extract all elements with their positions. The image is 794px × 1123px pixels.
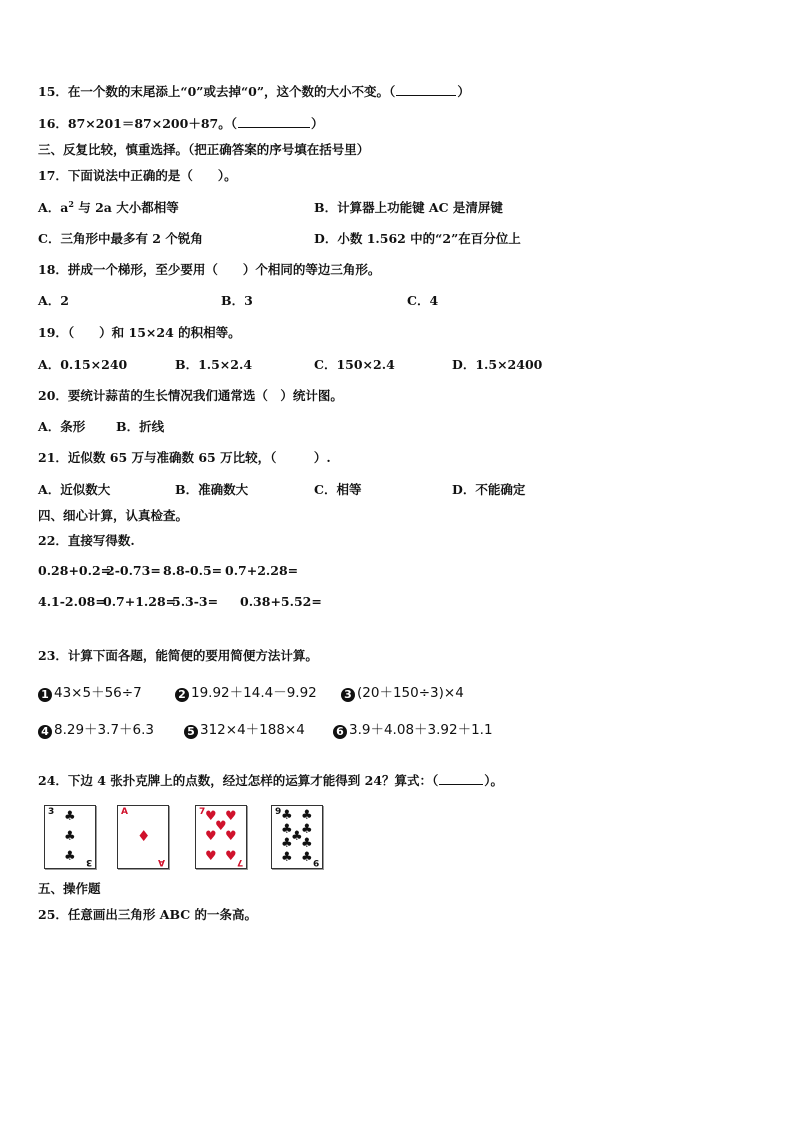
diamond-icon: ♦	[137, 827, 151, 845]
heart-icon: ♥	[225, 829, 237, 844]
q19-option-b[interactable]: B．1.5×2.4	[175, 357, 253, 372]
heart-icon: ♥	[205, 849, 217, 864]
question-22-stem: 22．直接写得数.	[38, 533, 135, 548]
q22-item: 0.38+5.52=	[240, 594, 322, 609]
clubs-icon: ♣	[64, 829, 76, 844]
q17-option-c[interactable]: C．三角形中最多有 2 个锐角	[38, 231, 203, 246]
q18-option-c[interactable]: C．4	[407, 293, 439, 308]
clubs-icon: ♣	[301, 822, 313, 837]
card-rank: 7	[199, 807, 206, 817]
q20-option-b[interactable]: B．折线	[116, 419, 165, 434]
section-3-heading: 三、反复比较，慎重选择。（把正确答案的序号填在括号里）	[38, 142, 370, 157]
card-rank: 9	[275, 807, 282, 817]
clubs-icon: ♣	[281, 850, 293, 865]
q21-option-b[interactable]: B．准确数大	[175, 482, 249, 497]
playing-card-3-clubs	[44, 805, 96, 869]
heart-icon: ♥	[215, 819, 227, 834]
q21-option-a[interactable]: A．近似数大	[38, 482, 111, 497]
q19-option-c[interactable]: C．150×2.4	[314, 357, 395, 372]
clubs-icon: ♣	[64, 849, 76, 864]
clubs-icon: ♣	[301, 850, 313, 865]
q19-option-d[interactable]: D．1.5×2400	[452, 357, 543, 372]
card-rank: 3	[48, 807, 55, 817]
q23-item-6: 6 3.9＋4.08＋3.92＋1.1	[333, 718, 493, 739]
question-15: 15．在一个数的末尾添上“0”或去掉“0”，这个数的大小不变。（ ）	[38, 84, 470, 99]
question-21-stem: 21．近似数 65 万与准确数 65 万比较，（ ）.	[38, 450, 331, 465]
heart-icon: ♥	[225, 809, 237, 824]
question-20-stem: 20．要统计蒜苗的生长情况我们通常选（ ）统计图。	[38, 388, 343, 403]
heart-icon: ♥	[205, 809, 217, 824]
card-rank: A	[121, 807, 128, 817]
q21-option-d[interactable]: D．不能确定	[452, 482, 526, 497]
playing-card-7-hearts	[195, 805, 247, 869]
clubs-icon: ♣	[281, 836, 293, 851]
q18-option-a[interactable]: A．2	[38, 293, 69, 308]
q22-item: 0.7+2.28=	[225, 563, 299, 578]
heart-icon: ♥	[205, 829, 217, 844]
clubs-icon: ♣	[64, 809, 76, 824]
q23-item-5: 5 312×4＋188×4	[184, 718, 305, 739]
q20-option-a[interactable]: A．条形	[38, 419, 86, 434]
q22-item: 2-0.73=	[106, 563, 161, 578]
clubs-icon: ♣	[291, 829, 303, 844]
question-16: 16．87×201＝87×200＋87。（ ）	[38, 116, 324, 131]
clubs-icon: ♣	[301, 836, 313, 851]
circled-number: 3	[341, 688, 355, 702]
question-19-stem: 19．（ ）和 15×24 的积相等。	[38, 325, 241, 340]
question-17-stem: 17．下面说法中正确的是（ ）。	[38, 168, 237, 183]
clubs-icon: ♣	[281, 808, 293, 823]
q22-item: 5.3-3=	[172, 594, 219, 609]
clubs-icon: ♣	[281, 822, 293, 837]
question-18-stem: 18．拼成一个梯形，至少要用（ ）个相同的等边三角形。	[38, 262, 381, 277]
question-25: 25．任意画出三角形 ABC 的一条高。	[38, 907, 258, 922]
circled-number: 5	[184, 725, 198, 739]
q23-item-1: 1 43×5＋56÷7	[38, 681, 142, 702]
playing-card-ace-diamonds	[117, 805, 169, 869]
circled-number: 2	[175, 688, 189, 702]
circled-number: 4	[38, 725, 52, 739]
circled-number: 1	[38, 688, 52, 702]
q17-option-d[interactable]: D．小数 1.562 中的“2”在百分位上	[314, 231, 521, 246]
circled-number: 6	[333, 725, 347, 739]
section-5-heading: 五、操作题	[38, 881, 101, 896]
q17-option-a[interactable]: A．$a^2$ 与 2a 大小都相等	[38, 198, 179, 215]
section-4-heading: 四、细心计算，认真检查。	[38, 508, 189, 523]
q22-item: 8.8-0.5=	[163, 563, 223, 578]
card-rank: 3	[85, 857, 92, 867]
q21-option-c[interactable]: C．相等	[314, 482, 362, 497]
q23-item-2: 2 19.92＋14.4－9.92	[175, 681, 317, 702]
answer-blank[interactable]	[238, 116, 310, 128]
q22-item: 0.7+1.28=	[103, 594, 177, 609]
card-rank: A	[158, 857, 165, 867]
answer-blank[interactable]	[439, 773, 483, 785]
q23-item-4: 4 8.29＋3.7＋6.3	[38, 718, 154, 739]
q17-option-b[interactable]: B．计算器上功能键 AC 是清屏键	[314, 200, 503, 215]
answer-blank[interactable]	[396, 84, 456, 96]
q22-item: 0.28+0.2=	[38, 563, 112, 578]
heart-icon: ♥	[225, 849, 237, 864]
q18-option-b[interactable]: B．3	[221, 293, 253, 308]
q19-option-a[interactable]: A．0.15×240	[38, 357, 128, 372]
q22-item: 4.1-2.08=	[38, 594, 106, 609]
playing-card-9-clubs	[271, 805, 323, 869]
card-rank: 7	[236, 857, 243, 867]
question-23-stem: 23．计算下面各题，能简便的要用简便方法计算。	[38, 648, 318, 663]
clubs-icon: ♣	[301, 808, 313, 823]
q23-item-3: 3 (20＋150÷3)×4	[341, 681, 464, 702]
question-24: 24．下边 4 张扑克牌上的点数，经过怎样的运算才能得到 24？算式：（ ）。	[38, 773, 504, 788]
card-rank: 9	[312, 857, 319, 867]
